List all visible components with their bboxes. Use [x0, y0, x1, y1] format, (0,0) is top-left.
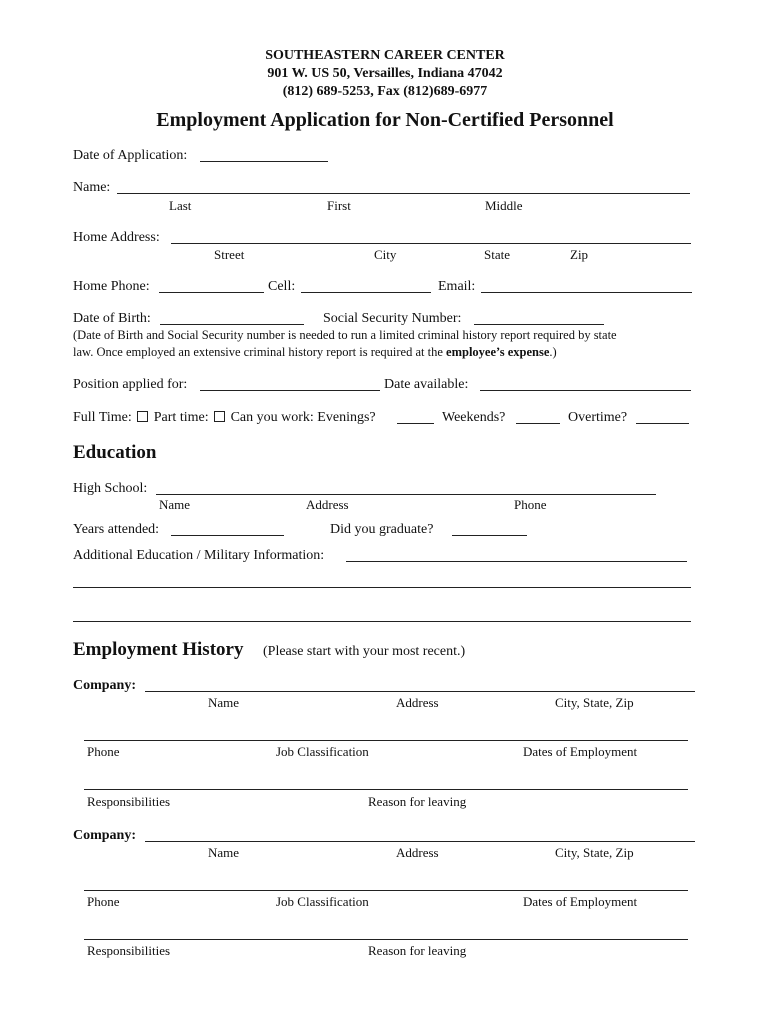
years-attended-label: Years attended:	[73, 522, 160, 537]
date-of-birth-field[interactable]	[160, 324, 304, 325]
company-1-responsibilities: Responsibilities	[87, 794, 171, 809]
company-1-row2-field[interactable]	[84, 740, 688, 741]
company-1-field[interactable]	[145, 691, 695, 692]
email-field[interactable]	[481, 292, 692, 293]
company-2-row3-field[interactable]	[84, 939, 688, 940]
dob-note-emphasis: employee’s expense	[446, 345, 550, 359]
date-of-application-field[interactable]	[200, 161, 328, 162]
did-you-graduate-label: Did you graduate?	[330, 522, 434, 537]
position-applied-field[interactable]	[200, 390, 380, 391]
dob-note-line1: (Date of Birth and Social Security number is needed to run a limited criminal history report required by state	[73, 328, 617, 342]
overtime-label: Overtime?	[568, 410, 628, 425]
company-2-sub-name: Name	[208, 845, 240, 860]
home-address-label: Home Address:	[73, 230, 160, 245]
company-1-sub-name: Name	[208, 695, 240, 710]
additional-education-field[interactable]	[346, 561, 687, 562]
cell-field[interactable]	[301, 292, 431, 293]
company-2-dates-of-employment: Dates of Employment	[523, 894, 638, 909]
high-school-field[interactable]	[156, 494, 656, 495]
name-sub-first: First	[327, 198, 351, 213]
dob-note-line2	[73, 345, 557, 360]
position-applied-label: Position applied for:	[73, 377, 188, 392]
dob-note-close: .)	[549, 345, 557, 359]
company-1-reason-for-leaving: Reason for leaving	[368, 794, 467, 809]
date-available-field[interactable]	[480, 390, 691, 391]
hs-sub-address: Address	[306, 497, 349, 512]
evenings-field[interactable]	[397, 423, 434, 424]
hs-sub-name: Name	[159, 497, 191, 512]
company-1-phone: Phone	[87, 744, 120, 759]
additional-education-label: Additional Education / Military Information:	[73, 548, 325, 563]
dob-note-text: law. Once employed an extensive criminal history report is required at the	[73, 345, 447, 359]
ssn-field[interactable]	[474, 324, 604, 325]
overtime-field[interactable]	[636, 423, 689, 424]
employment-note: (Please start with your most recent.)	[263, 644, 466, 659]
company-2-row2-field[interactable]	[84, 890, 688, 891]
full-time-label: Full Time:	[73, 410, 132, 425]
full-time-checkbox[interactable]	[137, 411, 148, 422]
availability-row	[73, 410, 376, 426]
company-2-field[interactable]	[145, 841, 695, 842]
company-2-job-classification: Job Classification	[276, 894, 369, 909]
name-sub-middle: Middle	[485, 198, 523, 213]
years-attended-field[interactable]	[171, 535, 284, 536]
name-field[interactable]	[117, 193, 690, 194]
address-sub-zip: Zip	[570, 247, 589, 262]
weekends-label: Weekends?	[442, 410, 506, 425]
company-2-sub-city-state-zip: City, State, Zip	[555, 845, 634, 860]
hs-sub-phone: Phone	[514, 497, 547, 512]
company-1-label: Company:	[73, 678, 137, 693]
company-2-reason-for-leaving: Reason for leaving	[368, 943, 467, 958]
additional-education-line-3[interactable]	[73, 621, 691, 622]
high-school-label: High School:	[73, 481, 148, 496]
org-address: 901 W. US 50, Versailles, Indiana 47042	[267, 66, 503, 81]
org-phone-fax: (812) 689-5253, Fax (812)689-6977	[282, 84, 488, 99]
employment-heading: Employment History	[73, 639, 244, 660]
date-available-label: Date available:	[384, 377, 469, 392]
address-sub-city: City	[374, 247, 397, 262]
name-sub-last: Last	[169, 198, 192, 213]
company-2-responsibilities: Responsibilities	[87, 943, 171, 958]
name-label: Name:	[73, 180, 111, 195]
cell-label: Cell:	[268, 279, 296, 294]
can-you-work-label: Can you work: Evenings?	[230, 410, 376, 425]
additional-education-line-2[interactable]	[73, 587, 691, 588]
company-1-sub-city-state-zip: City, State, Zip	[555, 695, 634, 710]
did-you-graduate-field[interactable]	[452, 535, 527, 536]
email-label: Email:	[438, 279, 476, 294]
company-1-row3-field[interactable]	[84, 789, 688, 790]
company-1-dates-of-employment: Dates of Employment	[523, 744, 638, 759]
date-of-application-label: Date of Application:	[73, 148, 188, 163]
address-sub-state: State	[484, 247, 510, 262]
ssn-label: Social Security Number:	[323, 311, 462, 326]
org-name: SOUTHEASTERN CAREER CENTER	[265, 48, 505, 63]
company-2-label: Company:	[73, 828, 137, 843]
company-2-sub-address: Address	[396, 845, 439, 860]
part-time-checkbox[interactable]	[214, 411, 225, 422]
address-sub-street: Street	[214, 247, 245, 262]
company-1-job-classification: Job Classification	[276, 744, 369, 759]
page-title: Employment Application for Non-Certified Personnel	[156, 109, 614, 131]
company-2-phone: Phone	[87, 894, 120, 909]
part-time-label: Part time:	[153, 410, 209, 425]
home-phone-field[interactable]	[159, 292, 264, 293]
home-phone-label: Home Phone:	[73, 279, 150, 294]
home-address-field[interactable]	[171, 243, 691, 244]
company-1-sub-address: Address	[396, 695, 439, 710]
education-heading: Education	[73, 442, 157, 463]
date-of-birth-label: Date of Birth:	[73, 311, 151, 326]
weekends-field[interactable]	[516, 423, 560, 424]
